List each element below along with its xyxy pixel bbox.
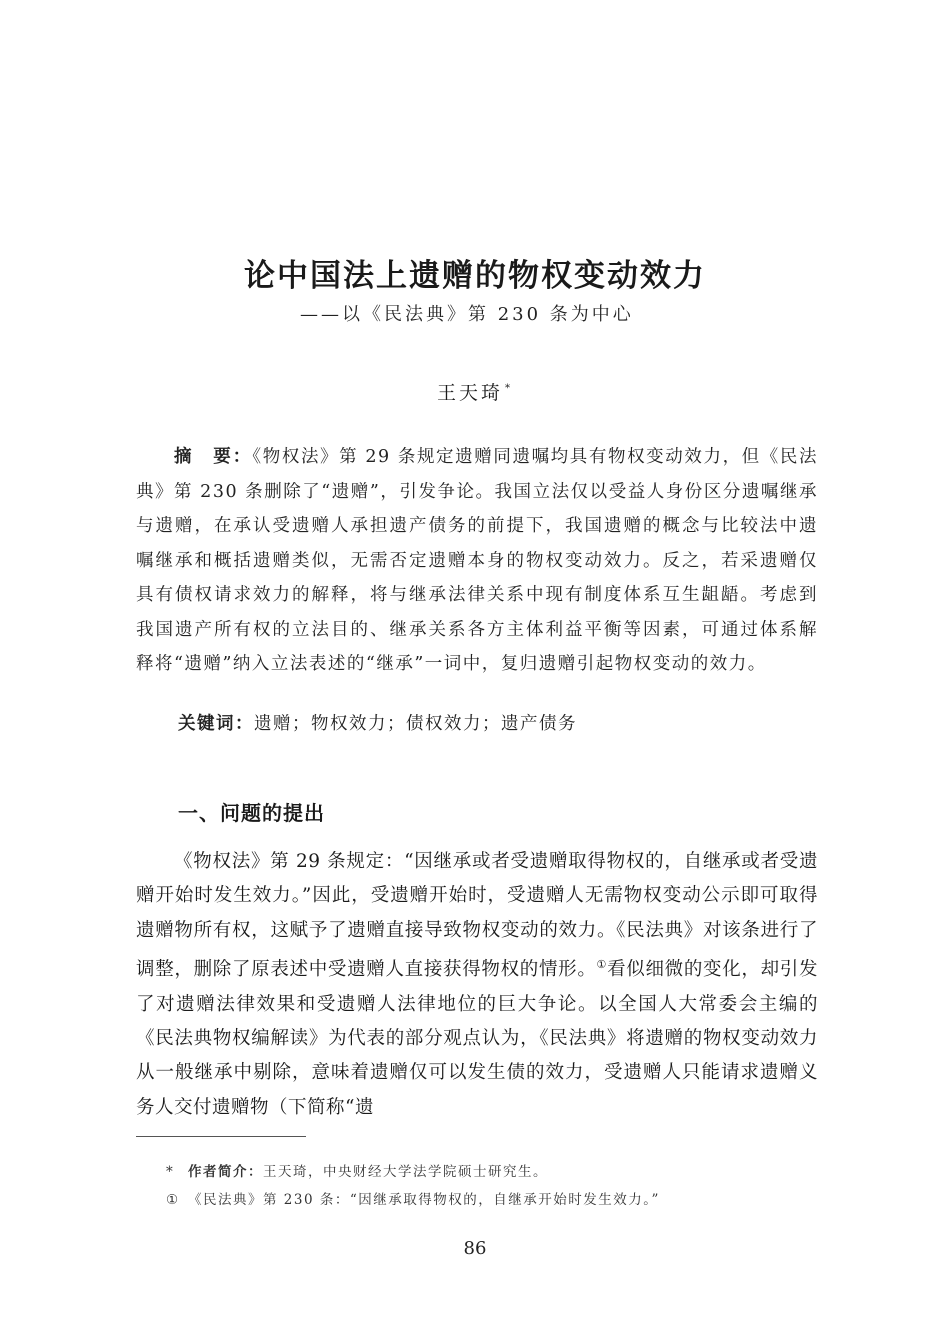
article-title: 论中国法上遗赠的物权变动效力 <box>244 258 706 294</box>
author-footnote-mark: * <box>505 383 513 394</box>
footnote-mark: * <box>166 1164 175 1180</box>
body-paragraph <box>136 845 818 1125</box>
keywords-text: 遗赠；物权效力；债权效力；遗产债务 <box>254 714 577 734</box>
footnote-mark: ① <box>166 1192 180 1208</box>
body-text-part-1: 《物权法》第 29 条规定：“因继承或者受遗赠取得物权的，自继承或者受遗赠开始时发生效力。”因此，受遗赠开始时，受遗赠人无需物权变动公示即可取得遗赠物所有权，这赋予了遗赠直接导致物权变动的效力。《民法典》对该条进行了调整，删除了原表述中受遗赠人直接获得物权的情形。 <box>136 851 818 981</box>
author-line <box>0 378 950 405</box>
footnote-reference-1[interactable]: ① <box>596 958 608 972</box>
keywords <box>178 710 818 735</box>
abstract-text: 《物权法》第 29 条规定遗赠同遗嘱均具有物权变动效力，但《民法典》第 230 条删除了“遗赠”，引发争论。我国立法仅以受益人身份区分遗嘱继承与遗赠，在承认受遗赠人承担遗产债务的前提下，我国遗赠的概念与比较法中遗嘱继承和概括遗赠类似，无需否定遗赠本身的物权变动效力。反之，若采遗赠仅具有债权请求效力的解释，将与继承法律关系中现有制度体系互生龃龉。考虑到我国遗产所有权的立法目的、继承关系各方主体利益平衡等因素，可通过体系解释将“遗赠”纳入立法表述的“继承”一词中，复归遗赠引起物权变动的效力。 <box>136 447 818 674</box>
footnote-divider <box>136 1136 306 1137</box>
footnote-text: 《民法典》第 230 条：“因继承取得物权的，自继承开始时发生效力。” <box>188 1192 660 1208</box>
abstract <box>136 440 818 682</box>
author-name: 王天琦 <box>436 382 503 404</box>
body-text-part-2: 看似细微的变化，却引发了对遗赠法律效果和受遗赠人法律地位的巨大争论。以全国人大常委会主编的《民法典物权编解读》为代表的部分观点认为，《民法典》将遗赠的物权变动效力从一般继承中剔除，意味着遗赠仅可以发生债的效力，受遗赠人只能请求遗赠义务人交付遗赠物（下简称“遗 <box>136 959 818 1118</box>
footnote-label: 作者简介： <box>188 1164 263 1180</box>
footnote-text: 王天琦，中央财经大学法学院硕士研究生。 <box>263 1164 548 1180</box>
page-number: 86 <box>463 1238 487 1259</box>
section-heading: 一、问题的提出 <box>178 801 325 825</box>
article-subtitle: ——以《民法典》第 230 条为中心 <box>300 304 634 325</box>
keywords-label: 关键词： <box>178 714 254 734</box>
footnote-1 <box>166 1188 816 1208</box>
footnote-author <box>166 1160 816 1180</box>
abstract-label: 摘 要： <box>174 447 253 467</box>
